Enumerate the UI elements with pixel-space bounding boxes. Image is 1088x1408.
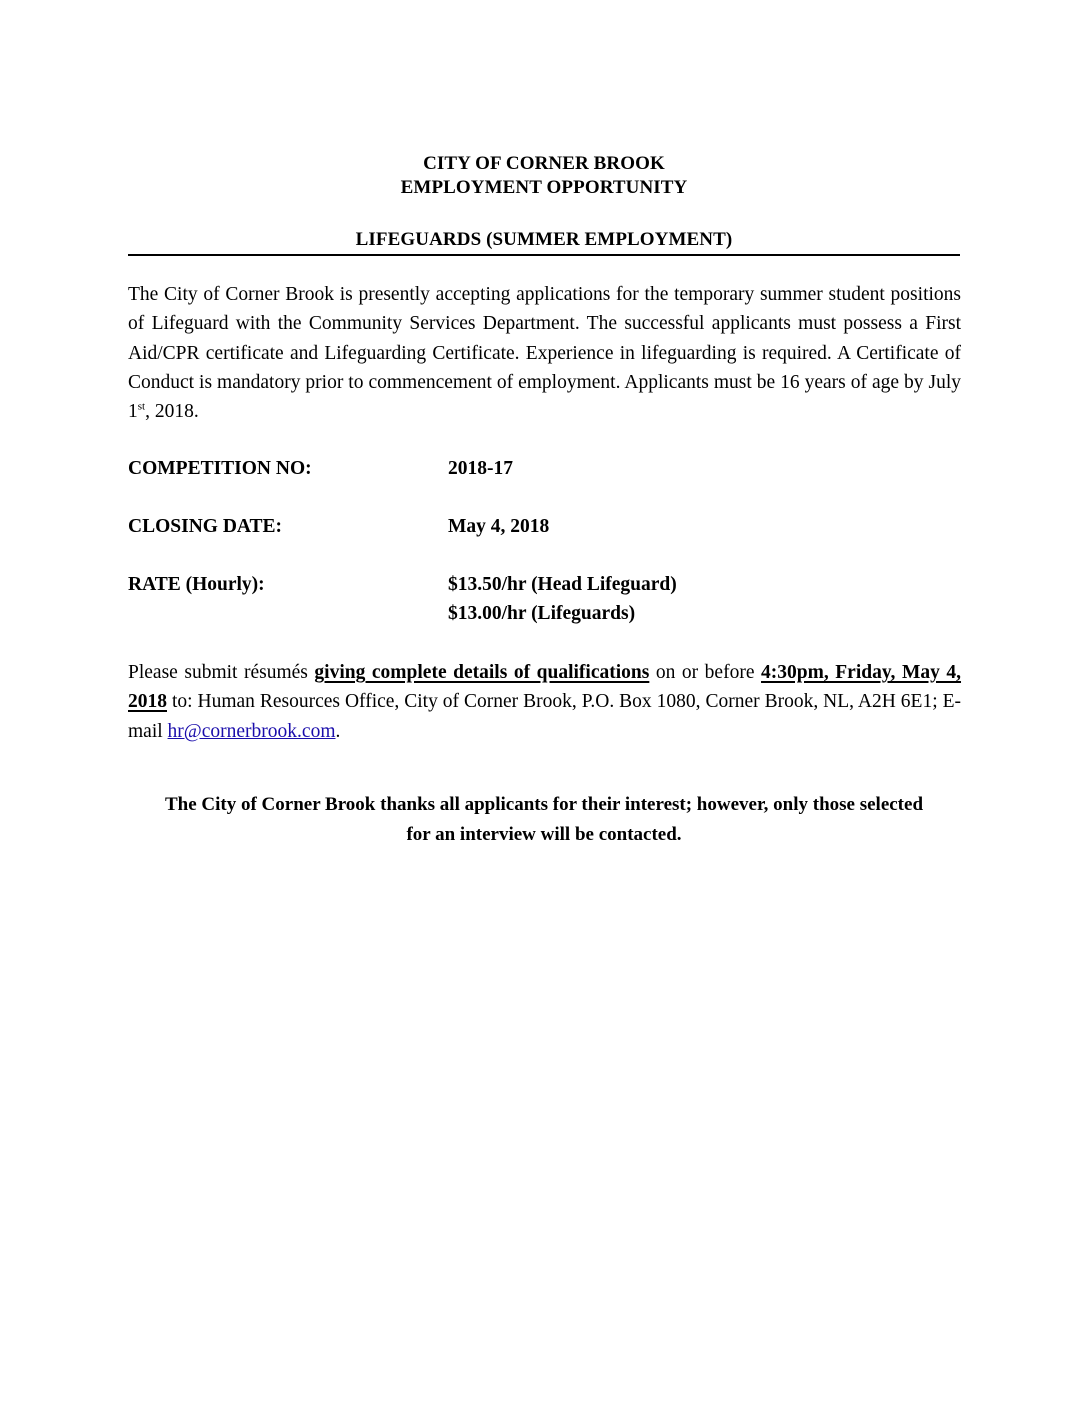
rate-label: RATE (Hourly): xyxy=(128,574,265,595)
submission-end: . xyxy=(335,720,341,742)
organization-title: CITY OF CORNER BROOK xyxy=(423,153,665,174)
intro-text: The City of Corner Brook is presently accepting applications for the temporary summer student positions of Lifeguard with the Community Services Department. The successful applicants must possess a First Aid/CPR certificate and Lifeguarding Certificate. Experience in lifeguarding is required. A Certificate of Conduct is mandatory prior to commencement of employment. Applicants must be 16 years of age by July 1 xyxy=(128,284,961,423)
intro-paragraph xyxy=(128,280,961,426)
email-link[interactable]: hr@cornerbrook.com xyxy=(167,720,336,742)
closing-date-label: CLOSING DATE: xyxy=(128,516,283,537)
competition-number-label: COMPETITION NO: xyxy=(128,458,312,479)
qualifications-emphasis: giving complete details of qualifications xyxy=(314,662,650,683)
submission-text: Please submit résumés xyxy=(128,662,315,683)
position-title: LIFEGUARDS (SUMMER EMPLOYMENT) xyxy=(355,229,733,250)
title-divider xyxy=(128,254,960,256)
closing-note-line-1: The City of Corner Brook thanks all applicants for their interest; however, only those selected xyxy=(164,794,924,815)
deadline-emphasis: 4:30pm, Friday, May 4, 2018 xyxy=(128,662,962,713)
ordinal-suffix: st xyxy=(137,400,146,413)
submission-paragraph xyxy=(128,658,961,746)
submission-text-2: on or before xyxy=(649,662,762,683)
closing-note-line-2: for an interview will be contacted. xyxy=(406,824,682,845)
document-title: EMPLOYMENT OPPORTUNITY xyxy=(400,177,688,198)
closing-date-value: May 4, 2018 xyxy=(448,516,550,537)
competition-number-value: 2018-17 xyxy=(448,458,513,479)
rate-lifeguard: $13.00/hr (Lifeguards) xyxy=(448,603,636,624)
rate-head-lifeguard: $13.50/hr (Head Lifeguard) xyxy=(448,574,677,595)
intro-text-end: , 2018. xyxy=(145,401,199,423)
submission-address: to: Human Resources Office, City of Corner Brook, P.O. Box 1080, Corner Brook, NL, A2H 6E1; E-mail xyxy=(128,691,961,742)
